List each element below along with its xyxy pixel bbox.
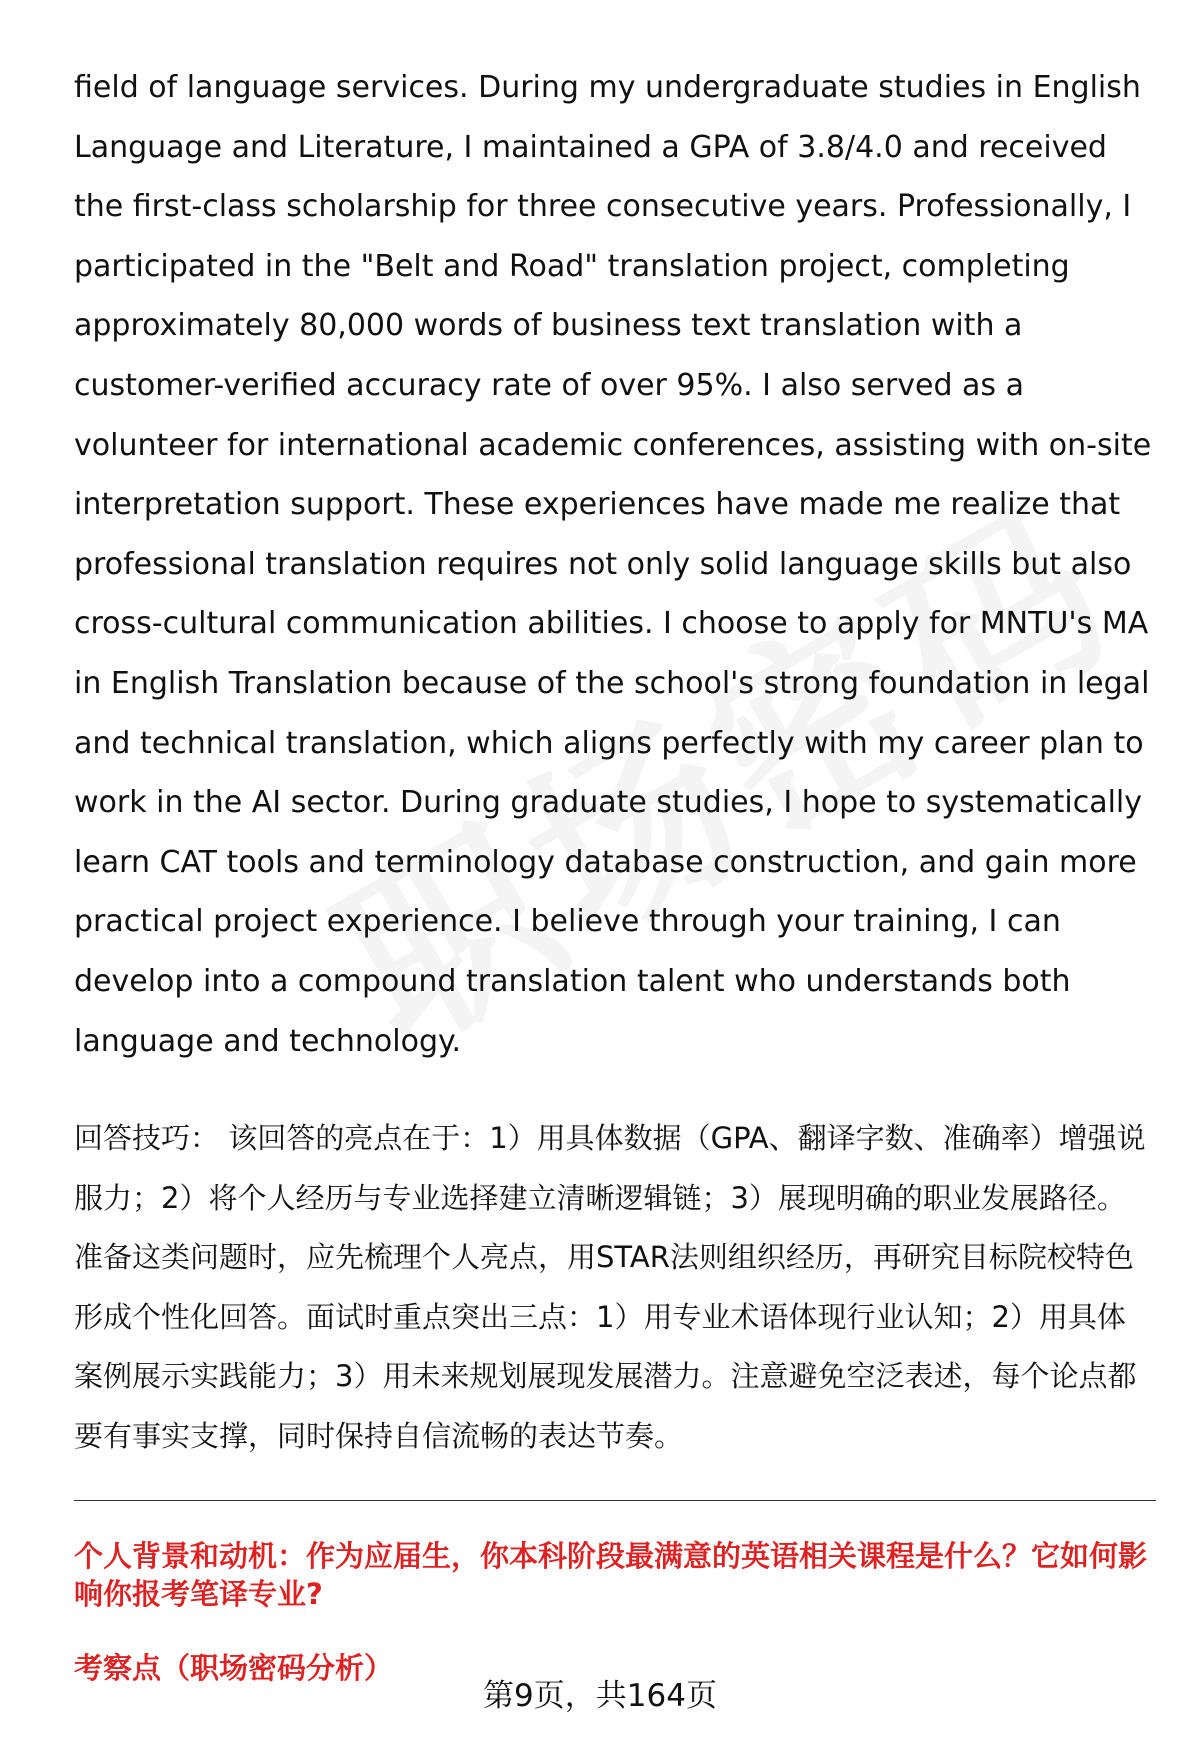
section-divider — [74, 1500, 1156, 1501]
page-number-footer: 第9页，共164页 — [483, 1678, 717, 1714]
answer-tips-paragraph: 回答技巧： 该回答的亮点在于：1）用具体数据（GPA、翻译字数、准确率）增强说服力；2）将个人经历与专业选择建立清晰逻辑链；3）展现明确的职业发展路径。准备这类问题时，应先梳理个人亮点，用STAR法则组织经历，再研究目标院校特色形成个性化回答。面试时重点突出三点：1）用专业术语体现行业认知；2）用具体案例展示实践能力；3）用未来规划展现发展潜力。注意避免空泛表述，每个论点都要有事实支撑，同时保持自信流畅的表达节奏。 — [74, 1121, 1146, 1453]
analysis-section-title: 考察点（职场密码分析） — [74, 1651, 394, 1686]
next-question-heading: 个人背景和动机：作为应届生，你本科阶段最满意的英语相关课程是什么？它如何影响你报考笔译专业? — [74, 1539, 1148, 1612]
answer-paragraph-continued: field of language services. During my undergraduate studies in English Language and Literature, I maintained a GPA of 3.8/4.0 and received the first-class scholarship for three consecutive years. Professionally, I participated in the "Belt and Road" translation project, completing approximately 80,000 words of business text translation with a customer-verified accuracy rate of over 95%. I also served as a volunteer for international academic conferences, assisting with on-site interpretation support. These experiences have made me realize that professional translation requires not only solid language skills but also cross-cultural communication abilities. I choose to apply for MNTU's MA in English Translation because of the school's strong foundation in legal and technical translation, which aligns perfectly with my career plan to work in the AI sector. During graduate studies, I hope to systematically learn CAT tools and terminology database construction, and gain more practical project experience. I believe through your training, I can develop into a compound translation talent who understands both language and technology. — [74, 70, 1152, 1059]
page-content — [74, 58, 1154, 1687]
